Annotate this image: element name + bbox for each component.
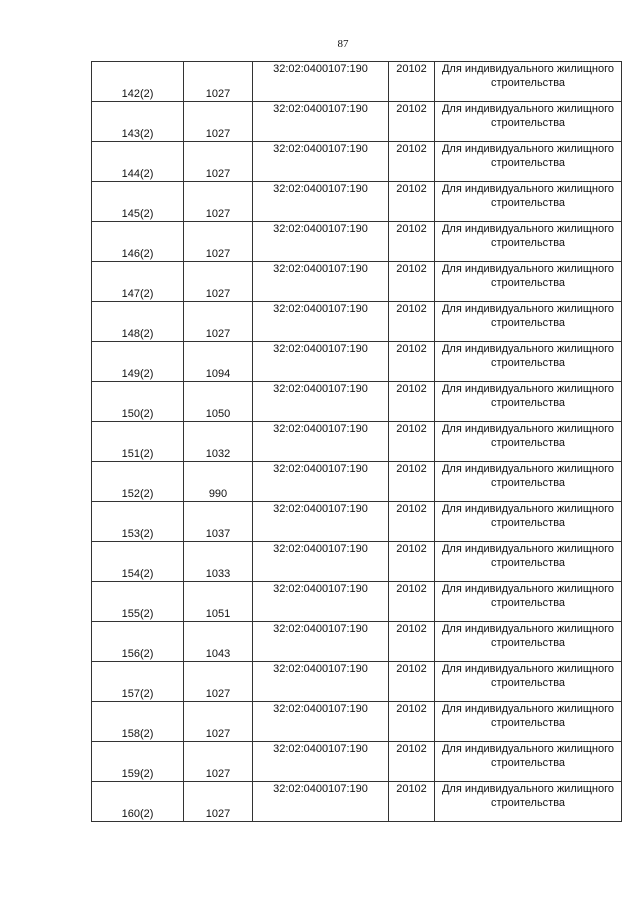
area-cell: 1027: [184, 262, 253, 302]
plot-number-cell: 159(2): [92, 742, 184, 782]
permitted-use-line-2: строительства: [490, 557, 566, 569]
cadastral-number-cell: 32:02:0400107:190: [253, 742, 389, 782]
cadastral-number-cell: 32:02:0400107:190: [253, 262, 389, 302]
permitted-use-line-1: Для индивидуального жилищного: [441, 543, 615, 555]
cadastral-number-cell: 32:02:0400107:190: [253, 542, 389, 582]
table-row: [92, 622, 622, 662]
plot-number-cell: 156(2): [92, 622, 184, 662]
permitted-use-cell: [435, 302, 622, 342]
permitted-use-line-1: Для индивидуального жилищного: [441, 503, 615, 515]
permitted-use-line-2: строительства: [490, 437, 566, 449]
cadastral-number-cell: 32:02:0400107:190: [253, 502, 389, 542]
page-number: 87: [337, 38, 349, 50]
use-code-cell: 20102: [389, 662, 435, 702]
permitted-use-line-1: Для индивидуального жилищного: [441, 63, 615, 75]
permitted-use-line-1: Для индивидуального жилищного: [441, 103, 615, 115]
plot-number-cell: 153(2): [92, 502, 184, 542]
area-cell: 1027: [184, 742, 253, 782]
permitted-use-line-2: строительства: [490, 77, 566, 89]
area-cell: 1027: [184, 782, 253, 822]
use-code-cell: 20102: [389, 302, 435, 342]
permitted-use-line-2: строительства: [490, 397, 566, 409]
area-cell: 990: [184, 462, 253, 502]
cadastral-number-cell: 32:02:0400107:190: [253, 662, 389, 702]
table-row: [92, 382, 622, 422]
use-code-cell: 20102: [389, 222, 435, 262]
cadastral-number-cell: 32:02:0400107:190: [253, 342, 389, 382]
permitted-use-cell: [435, 702, 622, 742]
permitted-use-cell: [435, 662, 622, 702]
permitted-use-line-2: строительства: [490, 717, 566, 729]
area-cell: 1027: [184, 102, 253, 142]
permitted-use-line-2: строительства: [490, 117, 566, 129]
permitted-use-line-1: Для индивидуального жилищного: [441, 463, 615, 475]
permitted-use-cell: [435, 622, 622, 662]
cadastral-number-cell: 32:02:0400107:190: [253, 182, 389, 222]
use-code-cell: 20102: [389, 622, 435, 662]
table-row: [92, 462, 622, 502]
cadastral-number-cell: 32:02:0400107:190: [253, 142, 389, 182]
area-cell: 1094: [184, 342, 253, 382]
plot-number-cell: 152(2): [92, 462, 184, 502]
permitted-use-line-1: Для индивидуального жилищного: [441, 223, 615, 235]
table-row: [92, 302, 622, 342]
area-cell: 1027: [184, 62, 253, 102]
use-code-cell: 20102: [389, 782, 435, 822]
table-row: [92, 222, 622, 262]
table-row: [92, 182, 622, 222]
table-row: [92, 502, 622, 542]
area-cell: 1051: [184, 582, 253, 622]
permitted-use-cell: [435, 342, 622, 382]
area-cell: 1027: [184, 222, 253, 262]
plot-number-cell: 157(2): [92, 662, 184, 702]
area-cell: 1027: [184, 702, 253, 742]
permitted-use-cell: [435, 182, 622, 222]
permitted-use-line-2: строительства: [490, 597, 566, 609]
cadastral-number-cell: 32:02:0400107:190: [253, 62, 389, 102]
permitted-use-line-1: Для индивидуального жилищного: [441, 183, 615, 195]
permitted-use-line-1: Для индивидуального жилищного: [441, 743, 615, 755]
plot-number-cell: 144(2): [92, 142, 184, 182]
permitted-use-line-2: строительства: [490, 477, 566, 489]
permitted-use-line-1: Для индивидуального жилищного: [441, 703, 615, 715]
plot-number-cell: 146(2): [92, 222, 184, 262]
permitted-use-line-2: строительства: [490, 637, 566, 649]
permitted-use-cell: [435, 222, 622, 262]
use-code-cell: 20102: [389, 142, 435, 182]
area-cell: 1027: [184, 182, 253, 222]
permitted-use-cell: [435, 382, 622, 422]
table-row: [92, 262, 622, 302]
cadastral-number-cell: 32:02:0400107:190: [253, 622, 389, 662]
permitted-use-cell: [435, 502, 622, 542]
table-row: [92, 142, 622, 182]
use-code-cell: 20102: [389, 742, 435, 782]
permitted-use-line-2: строительства: [490, 517, 566, 529]
permitted-use-line-1: Для индивидуального жилищного: [441, 343, 615, 355]
cadastral-number-cell: 32:02:0400107:190: [253, 102, 389, 142]
permitted-use-line-1: Для индивидуального жилищного: [441, 383, 615, 395]
permitted-use-cell: [435, 62, 622, 102]
permitted-use-line-2: строительства: [490, 157, 566, 169]
permitted-use-line-2: строительства: [490, 277, 566, 289]
permitted-use-line-2: строительства: [490, 317, 566, 329]
use-code-cell: 20102: [389, 262, 435, 302]
plot-number-cell: 155(2): [92, 582, 184, 622]
permitted-use-cell: [435, 262, 622, 302]
table-row: [92, 342, 622, 382]
table-row: [92, 62, 622, 102]
area-cell: 1027: [184, 142, 253, 182]
permitted-use-line-2: строительства: [490, 797, 566, 809]
permitted-use-cell: [435, 422, 622, 462]
permitted-use-line-2: строительства: [490, 237, 566, 249]
use-code-cell: 20102: [389, 542, 435, 582]
table-row: [92, 422, 622, 462]
land-plot-table: [91, 61, 622, 822]
plot-number-cell: 147(2): [92, 262, 184, 302]
plot-number-cell: 145(2): [92, 182, 184, 222]
table-row: [92, 542, 622, 582]
table-row: [92, 662, 622, 702]
table-row: [92, 782, 622, 822]
area-cell: 1050: [184, 382, 253, 422]
permitted-use-cell: [435, 542, 622, 582]
use-code-cell: 20102: [389, 462, 435, 502]
area-cell: 1033: [184, 542, 253, 582]
use-code-cell: 20102: [389, 582, 435, 622]
permitted-use-line-2: строительства: [490, 357, 566, 369]
cadastral-number-cell: 32:02:0400107:190: [253, 782, 389, 822]
permitted-use-line-1: Для индивидуального жилищного: [441, 663, 615, 675]
use-code-cell: 20102: [389, 62, 435, 102]
cadastral-number-cell: 32:02:0400107:190: [253, 462, 389, 502]
permitted-use-cell: [435, 582, 622, 622]
plot-number-cell: 151(2): [92, 422, 184, 462]
area-cell: 1032: [184, 422, 253, 462]
permitted-use-line-1: Для индивидуального жилищного: [441, 423, 615, 435]
table-row: [92, 742, 622, 782]
cadastral-number-cell: 32:02:0400107:190: [253, 382, 389, 422]
permitted-use-line-1: Для индивидуального жилищного: [441, 623, 615, 635]
table-row: [92, 702, 622, 742]
plot-number-cell: 160(2): [92, 782, 184, 822]
area-cell: 1043: [184, 622, 253, 662]
permitted-use-line-2: строительства: [490, 677, 566, 689]
cadastral-number-cell: 32:02:0400107:190: [253, 302, 389, 342]
cadastral-number-cell: 32:02:0400107:190: [253, 702, 389, 742]
permitted-use-line-1: Для индивидуального жилищного: [441, 303, 615, 315]
plot-number-cell: 143(2): [92, 102, 184, 142]
permitted-use-cell: [435, 782, 622, 822]
use-code-cell: 20102: [389, 182, 435, 222]
plot-number-cell: 154(2): [92, 542, 184, 582]
area-cell: 1027: [184, 662, 253, 702]
use-code-cell: 20102: [389, 422, 435, 462]
use-code-cell: 20102: [389, 702, 435, 742]
permitted-use-line-2: строительства: [490, 197, 566, 209]
cadastral-number-cell: 32:02:0400107:190: [253, 582, 389, 622]
plot-number-cell: 158(2): [92, 702, 184, 742]
permitted-use-line-2: строительства: [490, 757, 566, 769]
permitted-use-cell: [435, 742, 622, 782]
permitted-use-line-1: Для индивидуального жилищного: [441, 783, 615, 795]
plot-number-cell: 148(2): [92, 302, 184, 342]
permitted-use-cell: [435, 142, 622, 182]
permitted-use-cell: [435, 102, 622, 142]
use-code-cell: 20102: [389, 102, 435, 142]
area-cell: 1027: [184, 302, 253, 342]
permitted-use-cell: [435, 462, 622, 502]
plot-number-cell: 149(2): [92, 342, 184, 382]
permitted-use-line-1: Для индивидуального жилищного: [441, 263, 615, 275]
plot-number-cell: 142(2): [92, 62, 184, 102]
area-cell: 1037: [184, 502, 253, 542]
plot-number-cell: 150(2): [92, 382, 184, 422]
table-row: [92, 102, 622, 142]
use-code-cell: 20102: [389, 342, 435, 382]
table-row: [92, 582, 622, 622]
permitted-use-line-1: Для индивидуального жилищного: [441, 143, 615, 155]
use-code-cell: 20102: [389, 502, 435, 542]
table-body: [92, 62, 622, 822]
permitted-use-line-1: Для индивидуального жилищного: [441, 583, 615, 595]
cadastral-number-cell: 32:02:0400107:190: [253, 422, 389, 462]
use-code-cell: 20102: [389, 382, 435, 422]
cadastral-number-cell: 32:02:0400107:190: [253, 222, 389, 262]
